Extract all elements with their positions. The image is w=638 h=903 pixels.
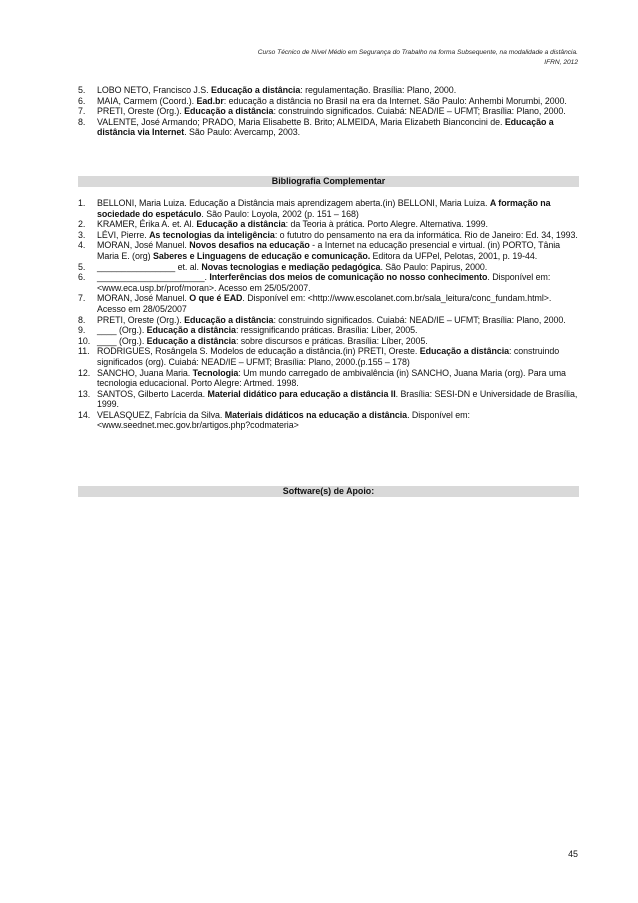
software-apoio-heading: Software(s) de Apoio: bbox=[78, 486, 579, 497]
reference-title: Saberes e Linguagens de educação e comunicação. bbox=[152, 250, 371, 261]
reference-text-segment: MORAN, José Manuel. bbox=[97, 240, 190, 251]
main-references-list bbox=[78, 85, 579, 138]
reference-text-segment: : educação a distância no Brasil na era da Internet. São Paulo: Anhembi Morumbi, 2000. bbox=[223, 95, 567, 106]
reference-number: 7. bbox=[78, 293, 86, 304]
reference-title: Educação a distância bbox=[184, 314, 274, 325]
reference-title: Interferências dos meios de comunicação no nosso conhecimento bbox=[209, 272, 488, 283]
reference-item bbox=[78, 240, 579, 261]
reference-number: 13. bbox=[78, 388, 91, 399]
complementary-references-list bbox=[78, 198, 579, 431]
reference-text-segment: SANCHO, Juana Maria. bbox=[97, 367, 193, 378]
bibliografia-complementar-heading: Bibliografia Complementar bbox=[78, 176, 579, 187]
reference-number: 9. bbox=[78, 325, 86, 336]
reference-number: 4. bbox=[78, 240, 86, 251]
reference-item bbox=[78, 219, 579, 230]
reference-title: Ead.br bbox=[196, 95, 224, 106]
reference-title: Educação a distância bbox=[196, 219, 286, 230]
reference-text-segment: . São Paulo: Papirus, 2000. bbox=[380, 261, 488, 272]
reference-text-segment: - a Internet na educação presencial e virtual. (in) PORTO, Tânia Maria E. (org) bbox=[97, 240, 561, 261]
reference-item bbox=[78, 106, 579, 117]
reference-text-segment: . Disponível em: <www.seednet.mec.gov.br/artigos.php?codmateria> bbox=[97, 409, 470, 431]
reference-text-segment: . Brasília: SESI-DN e Universidade de Brasília, 1999. bbox=[97, 388, 578, 410]
reference-text-segment: : ressignificando práticas. Brasília: Líber, 2005. bbox=[235, 325, 418, 336]
reference-text-segment: BELLONI, Maria Luiza. Educação a Distância mais aprendizagem aberta.(in) BELLONI, Maria Luiza. bbox=[97, 198, 490, 208]
reference-text bbox=[97, 262, 579, 273]
reference-text bbox=[97, 293, 579, 314]
reference-text-segment: : Um mundo carregado de ambivalência (in) SANCHO, Juana Maria (org). Para uma tecnologia educacional. Porto Alegre: Artmed. 1998. bbox=[97, 367, 566, 389]
reference-title: Educação a distância via Internet bbox=[97, 116, 554, 138]
reference-number: 6. bbox=[78, 95, 86, 106]
reference-text-segment: : regulamentação. Brasília: Plano, 2000. bbox=[300, 85, 457, 95]
reference-title: Educação a distância bbox=[184, 106, 274, 117]
reference-title: Educação a distância bbox=[146, 335, 236, 346]
reference-title: Novas tecnologias e mediação pedagógica bbox=[201, 261, 381, 272]
reference-number: 5. bbox=[78, 261, 86, 272]
reference-text-segment: . Disponível em: <http://www.escolanet.com.br/sala_leitura/conc_fundam.html>. Acesso em 28/05/2007 bbox=[97, 293, 552, 314]
reference-item bbox=[78, 315, 579, 326]
reference-text-segment: VALENTE, José Armando; PRADO, Maria Elisabette B. Brito; ALMEIDA, Maria Elizabeth Bianconcini de. bbox=[97, 116, 505, 127]
reference-title: Novos desafios na educação bbox=[189, 240, 310, 251]
reference-title: O que é EAD bbox=[189, 293, 243, 304]
reference-item bbox=[78, 325, 579, 336]
reference-text bbox=[97, 198, 579, 219]
reference-title: Material didático para educação a distância II bbox=[207, 388, 396, 399]
reference-text-segment: MORAN, José Manuel. bbox=[97, 293, 190, 304]
reference-title: A formação na sociedade do espetáculo bbox=[97, 198, 551, 219]
reference-item bbox=[78, 293, 579, 314]
reference-text-segment: RODRIGUES, Rosângela S. Modelos de educação a distância.(in) PRETI, Oreste. bbox=[97, 346, 420, 357]
reference-item bbox=[78, 230, 579, 241]
reference-text bbox=[97, 315, 579, 326]
reference-number: 10. bbox=[78, 335, 91, 346]
reference-text-segment: : o fututro do pensamento na era da informática. Rio de Janeiro: Ed. 34, 1993. bbox=[274, 229, 578, 240]
reference-item bbox=[78, 262, 579, 273]
reference-text-segment: MAIA, Carmem (Coord.). bbox=[97, 95, 197, 106]
reference-text-segment: PRETI, Oreste (Org.). bbox=[97, 314, 185, 325]
reference-title: Materiais didáticos na educação a distância bbox=[224, 409, 408, 420]
reference-number: 3. bbox=[78, 229, 86, 240]
reference-text-segment: . Disponível em: <www.eca.usp.br/prof/moran>. Acesso em 25/05/2007. bbox=[97, 272, 551, 293]
reference-number: 8. bbox=[78, 314, 86, 325]
reference-text-segment: LÉVI, Pierre. bbox=[97, 229, 150, 240]
reference-text-segment: KRAMER, Érika A. et. Al. bbox=[97, 219, 197, 230]
reference-text-segment: ____ (Org.). bbox=[97, 335, 147, 346]
reference-title: Tecnologia bbox=[192, 367, 239, 378]
reference-number: 14. bbox=[78, 409, 91, 420]
reference-number: 6. bbox=[78, 272, 86, 283]
reference-text-segment: Editora da UFPel, Pelotas, 2001, p. 19-44. bbox=[370, 250, 538, 261]
reference-text-segment: PRETI, Oreste (Org.). bbox=[97, 106, 185, 117]
reference-item bbox=[78, 346, 579, 367]
reference-number: 7. bbox=[78, 106, 86, 117]
reference-text-segment: SANTOS, Gilberto Lacerda. bbox=[97, 388, 208, 399]
reference-number: 11. bbox=[78, 346, 90, 357]
reference-text bbox=[97, 240, 579, 261]
reference-item bbox=[78, 85, 579, 96]
reference-title: Educação a distância bbox=[146, 325, 236, 336]
reference-text-segment: : da Teoria à prática. Porto Alegre. Alternativa. 1999. bbox=[285, 219, 488, 230]
reference-text-segment: : construindo significados (org). Cuiabá: NEAD/IE – UFMT; Brasília: Plano, 2000.(p.155 – 178) bbox=[97, 346, 560, 367]
reference-text bbox=[97, 117, 579, 138]
reference-number: 12. bbox=[78, 367, 91, 378]
reference-text bbox=[97, 368, 579, 389]
reference-text bbox=[97, 85, 579, 96]
reference-item bbox=[78, 368, 579, 389]
reference-text bbox=[97, 410, 579, 431]
reference-text bbox=[97, 96, 579, 107]
reference-number: 1. bbox=[78, 198, 86, 208]
header-institution-line: IFRN, 2012 bbox=[544, 59, 578, 66]
reference-text-segment: : construindo significados. Cuiabá: NEAD/IE – UFMT; Brasília: Plano, 2000. bbox=[273, 314, 566, 325]
reference-text bbox=[97, 389, 579, 410]
reference-text-segment: ________________ et. al. bbox=[97, 261, 202, 272]
reference-title: Educação a distância bbox=[419, 346, 510, 357]
reference-text bbox=[97, 219, 579, 230]
reference-number: 2. bbox=[78, 219, 86, 230]
reference-item bbox=[78, 117, 579, 138]
reference-text-segment: VELASQUEZ, Fabrícia da Silva. bbox=[97, 409, 225, 420]
reference-item bbox=[78, 198, 579, 219]
reference-number: 5. bbox=[78, 85, 86, 95]
reference-item bbox=[78, 389, 579, 410]
reference-text-segment: ____ (Org.). bbox=[97, 325, 147, 336]
reference-item bbox=[78, 96, 579, 107]
reference-text bbox=[97, 346, 579, 367]
reference-text-segment: LOBO NETO, Francisco J.S. bbox=[97, 85, 211, 95]
reference-text-segment: : construindo significados. Cuiabá: NEAD/IE – UFMT; Brasília: Plano, 2000. bbox=[273, 106, 566, 117]
header-course-line: Curso Técnico de Nível Médio em Segurança do Trabalho na forma Subsequente, na modalidade a distância. bbox=[257, 49, 578, 56]
reference-text bbox=[97, 336, 579, 347]
reference-text-segment: . São Paulo: Avercamp, 2003. bbox=[184, 127, 301, 138]
reference-text-segment: : sobre discursos e práticas. Brasília: Líber, 2005. bbox=[235, 335, 428, 346]
reference-item bbox=[78, 272, 579, 293]
reference-text bbox=[97, 272, 579, 293]
reference-text bbox=[97, 106, 579, 117]
page-header bbox=[78, 48, 578, 68]
reference-text bbox=[97, 230, 579, 241]
reference-item bbox=[78, 336, 579, 347]
reference-text-segment: . São Paulo: Loyola, 2002 (p. 151 – 168) bbox=[201, 208, 359, 219]
reference-title: Educação a distância bbox=[210, 85, 301, 95]
reference-title: As tecnologias da inteligência bbox=[149, 229, 275, 240]
page-number: 45 bbox=[568, 849, 578, 859]
reference-text bbox=[97, 325, 579, 336]
reference-item bbox=[78, 410, 579, 431]
reference-number: 8. bbox=[78, 116, 86, 127]
reference-text-segment: ______________________. bbox=[97, 272, 210, 283]
